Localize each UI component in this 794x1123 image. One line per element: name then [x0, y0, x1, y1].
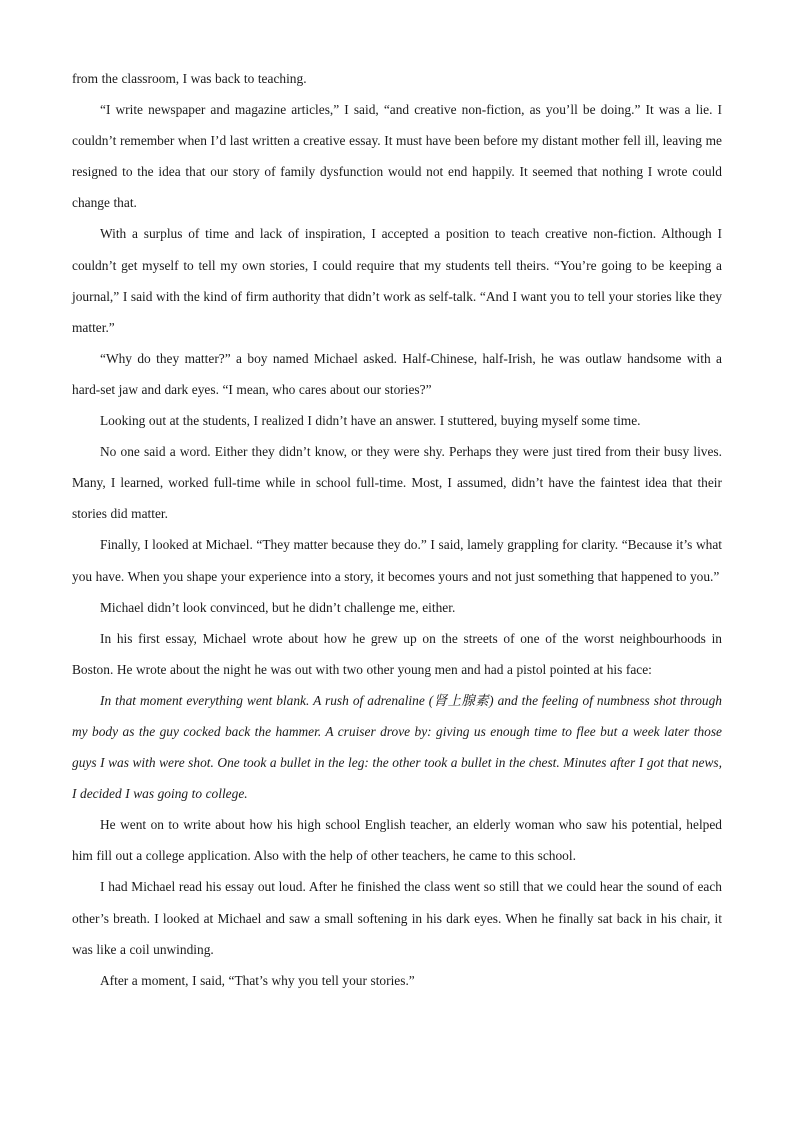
paragraph-not-convinced: Michael didn’t look convinced, but he didn’t challenge me, either. [100, 599, 456, 615]
paragraph-first-essay: In his first essay, Michael wrote about how he grew up on the streets of one of the worst neighbourhoods in Boston. He wrote about the night he was out with two other young men and had a pistol pointed at his face: [72, 630, 722, 677]
paragraph-english-teacher: He went on to write about how his high school English teacher, an elderly woman who saw his potential, helped him fill out a college application. Also with the help of other teachers, he came to this school. [72, 817, 722, 864]
paragraph-newspaper-articles: “I write newspaper and magazine articles,” I said, “and creative non-fiction, as you’ll be doing.” It was a lie. I couldn’t remember when I’d last written a creative essay. It must have been before my distant mother fell ill, leaving me resigned to the idea that our story of family dysfunction would not end happily. It seemed that nothing I wrote could change that. [72, 102, 722, 211]
paragraph-continuation: from the classroom, I was back to teaching. [72, 71, 307, 86]
essay-quote: In that moment everything went blank. A rush of adrenaline (肾上腺素) and the feeling of numbness shot through my body as the guy cocked back the hammer. A cruiser drove by: giving us enough time to flee but a week later those guys I was with were shot. One took a bullet in the leg: the other took a bullet in the chest. Minutes after I got that news, I decided I was going to college. [72, 692, 722, 802]
paragraph-conclusion: After a moment, I said, “That’s why you tell your stories.” [100, 972, 415, 988]
paragraph-no-one-said: No one said a word. Either they didn’t know, or they were shy. Perhaps they were just tired from their busy lives. Many, I learned, worked full-time while in school full-time. Most, I assumed, didn’t have the faintest idea that their stories did matter. [72, 444, 722, 522]
paragraph-surplus-of-time: With a surplus of time and lack of inspiration, I accepted a position to teach creative non-fiction. Although I couldn’t get myself to tell my own stories, I could require that my students tell theirs. “You’re going to be keeping a journal,” I said with the kind of firm authority that didn’t work as self-talk. “And I want you to tell your stories like they matter.” [72, 226, 722, 335]
paragraph-read-aloud: I had Michael read his essay out loud. After he finished the class went so still that we could hear the sound of each other’s breath. I looked at Michael and saw a small softening in his dark eyes. When he finally sat back in his chair, it was like a coil unwinding. [72, 879, 722, 957]
paragraph-why-do-they-matter: “Why do they matter?” a boy named Michael asked. Half-Chinese, half-Irish, he was outlaw handsome with a hard-set jaw and dark eyes. “I mean, who cares about our stories?” [72, 350, 722, 397]
paragraph-looking-out: Looking out at the students, I realized I didn’t have an answer. I stuttered, buying myself some time. [100, 413, 641, 429]
paragraph-finally: Finally, I looked at Michael. “They matter because they do.” I said, lamely grappling for clarity. “Because it’s what you have. When you shape your experience into a story, it becomes yours and not just something that happened to you.” [72, 537, 722, 584]
